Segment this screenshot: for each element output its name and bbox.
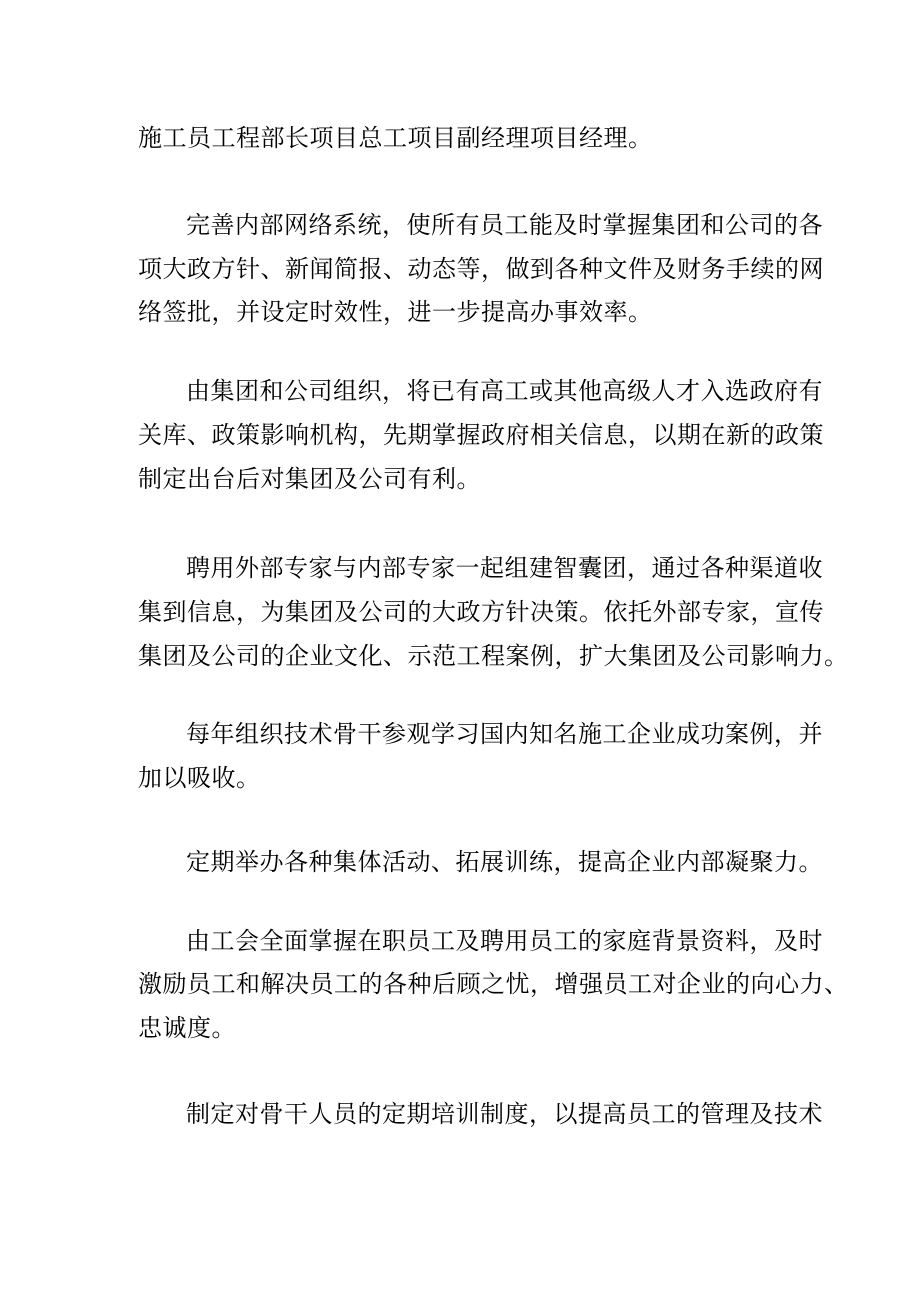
text-line: 施工员工程部长项目总工项目副经理项目经理。 (138, 124, 653, 152)
text-line: 制定对骨干人员的定期培训制度，以提高员工的管理及技术 (186, 1100, 823, 1128)
text-line: 聘用外部专家与内部专家一起组建智囊团，通过各种渠道收 (186, 554, 823, 582)
text-line: 集团及公司的企业文化、示范工程案例，扩大集团及公司影响力。 (138, 642, 849, 670)
text-line: 由集团和公司组织，将已有高工或其他高级人才入选政府有 (186, 377, 823, 405)
text-line: 制定出台后对集团及公司有利。 (138, 465, 481, 493)
text-line: 项大政方针、新闻简报、动态等，做到各种文件及财务手续的网 (138, 255, 824, 283)
text-line: 关库、政策影响机构，先期掌握政府相关信息，以期在新的政策 (138, 421, 824, 449)
text-line: 定期举办各种集体活动、拓展训练，提高企业内部凝聚力。 (186, 848, 823, 876)
text-line: 由工会全面掌握在职员工及聘用员工的家庭背景资料，及时 (186, 927, 823, 955)
text-line: 络签批，并设定时效性，进一步提高办事效率。 (138, 298, 653, 326)
text-line: 加以吸收。 (138, 764, 261, 792)
text-line: 激励员工和解决员工的各种后顾之忧，增强员工对企业的向心力、 (138, 970, 849, 998)
text-line: 忠诚度。 (138, 1014, 236, 1042)
text-line: 完善内部网络系统，使所有员工能及时掌握集团和公司的各 (186, 211, 823, 239)
text-line: 每年组织技术骨干参观学习国内知名施工企业成功案例，并 (186, 720, 823, 748)
text-line: 集到信息，为集团及公司的大政方针决策。依托外部专家，宣传 (138, 598, 824, 626)
